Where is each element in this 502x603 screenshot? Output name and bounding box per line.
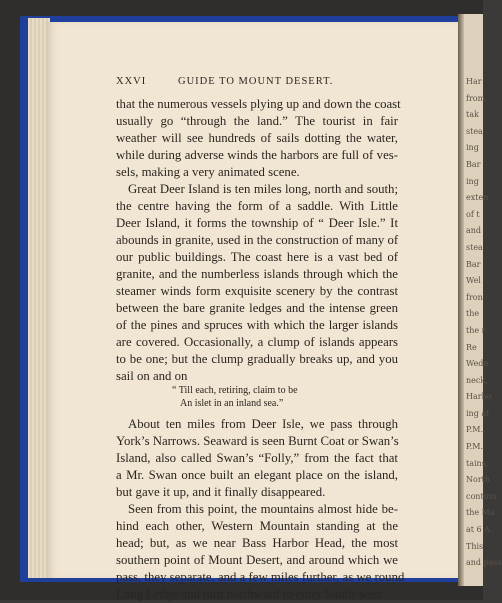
running-title: GUIDE TO MOUNT DESERT. [178,76,334,87]
verse-quote [116,385,398,410]
facing-page-fragment: Bar [466,159,481,169]
paragraph-3 [116,416,398,501]
facing-page-text [466,74,502,572]
facing-page-fragment: stea [466,242,483,252]
facing-page-fragment: of t [466,209,480,219]
text-line: to be one; but the clump gradually breaks up, and you [116,352,398,366]
facing-page-fragment: North [466,475,491,485]
facing-page-fragment: Re [466,342,477,352]
text-line: sels, making a very animated scene. [116,165,300,179]
paragraph-1 [116,96,401,181]
text-line: southern point of Mount Desert, and around which we [116,553,398,567]
facing-page-fragment: Bar [466,259,481,269]
text-line: head; but, as we near Bass Harbor Head, the most [116,536,398,550]
text-line: that the numerous vessels plying up and down the coast [116,97,401,111]
quote-line: An islet in an inland sea.” [180,397,284,409]
text-line: York’s Narrows. Seaward is seen Burnt Coat or Swan’s [116,434,399,448]
text-line: abounds in granite, used in the construction of many of [116,233,399,247]
facing-page-fragment: neck, [466,375,488,385]
text-line: between the bare granite ledges and the intense green [116,301,398,315]
quote-line: “ Till each, retiring, claim to be [172,385,298,396]
facing-page-fragment: Wedn [466,359,489,369]
facing-page-fragment: continu [466,491,497,501]
facing-page-fragment: Wel [466,276,481,286]
page-number: XXVI [116,76,147,87]
running-head [116,76,396,87]
text-line: while during adverse winds the harbors are full of ves- [116,148,398,162]
facing-page-fragment: tak [466,110,479,120]
facing-page-fragment: tains, [466,458,489,468]
text-line: the centre having the form of a saddle. With Little [116,199,398,213]
text-line: granite, and the numberless islands through which the [116,267,398,281]
facing-page-fragment: the [466,309,480,319]
text-line: are covered. Occasionally, a clump of islands appears [116,335,398,349]
text-line: About ten miles from Deer Isle, we pass through [128,417,398,431]
facing-page-gutter [458,14,464,586]
facing-page-fragment: P.M. [466,442,484,452]
facing-page-fragment: the r [466,325,486,335]
facing-page-fragment: the Ma [466,508,495,518]
facing-page-fragment: exten [466,193,489,203]
facing-page-fragment: P.M., [466,425,486,435]
facing-page-fragment: Har [466,77,482,86]
facing-page-fragment: Harbo [466,392,492,402]
text-line: Long Ledge and turn northward to enter South-west [116,587,383,601]
facing-page-fragment: stea [466,126,483,136]
text-line: a Mr. Swan once built an elegant place on the island, [116,468,398,482]
text-line: Great Deer Island is ten miles long, north and south; [128,182,398,196]
facing-page [458,14,502,586]
text-block [116,96,405,603]
facing-page-fragment: from [466,93,486,103]
facing-page-fragment: at 6 A. [466,525,493,535]
facing-page-fragment: fron [466,292,483,302]
text-line: hind each other, Western Mountain standing at the [116,519,398,533]
facing-page-fragment: and [466,226,482,236]
text-line: but gave it up, and it finally disappeared. [116,485,326,499]
paragraph-4 [116,501,405,603]
facing-page-fragment: This [466,541,484,551]
text-line: pass, they separate, and a few miles further, as we round [116,570,405,584]
text-line: sail on and on [116,369,188,383]
text-line: weather will see hundreds of sails dotting the water, [116,131,398,145]
facing-page-fragment: ing [466,176,479,186]
facing-page-fragment: ing [466,143,479,153]
text-line: of the pines and spruces with which the larger islands [116,318,398,332]
facing-page-fragment: and pass [466,558,502,568]
facing-page-fragment: ing at [466,408,490,418]
text-line: our public buildings. The coast here is a vast bed of [116,250,398,264]
paragraph-2 [116,181,398,385]
text-line: usually go “through the land.” The tourist in fair [116,114,398,128]
text-line: Island, also called Swan’s “Folly,” from the fact that [116,451,398,465]
text-line: Deer Island, it forms the township of “ Deer Isle.” It [116,216,398,230]
text-line: steamer winds form exquisite scenery by the contrast [116,284,398,298]
text-line: Seen from this point, the mountains almost hide be- [128,502,398,516]
